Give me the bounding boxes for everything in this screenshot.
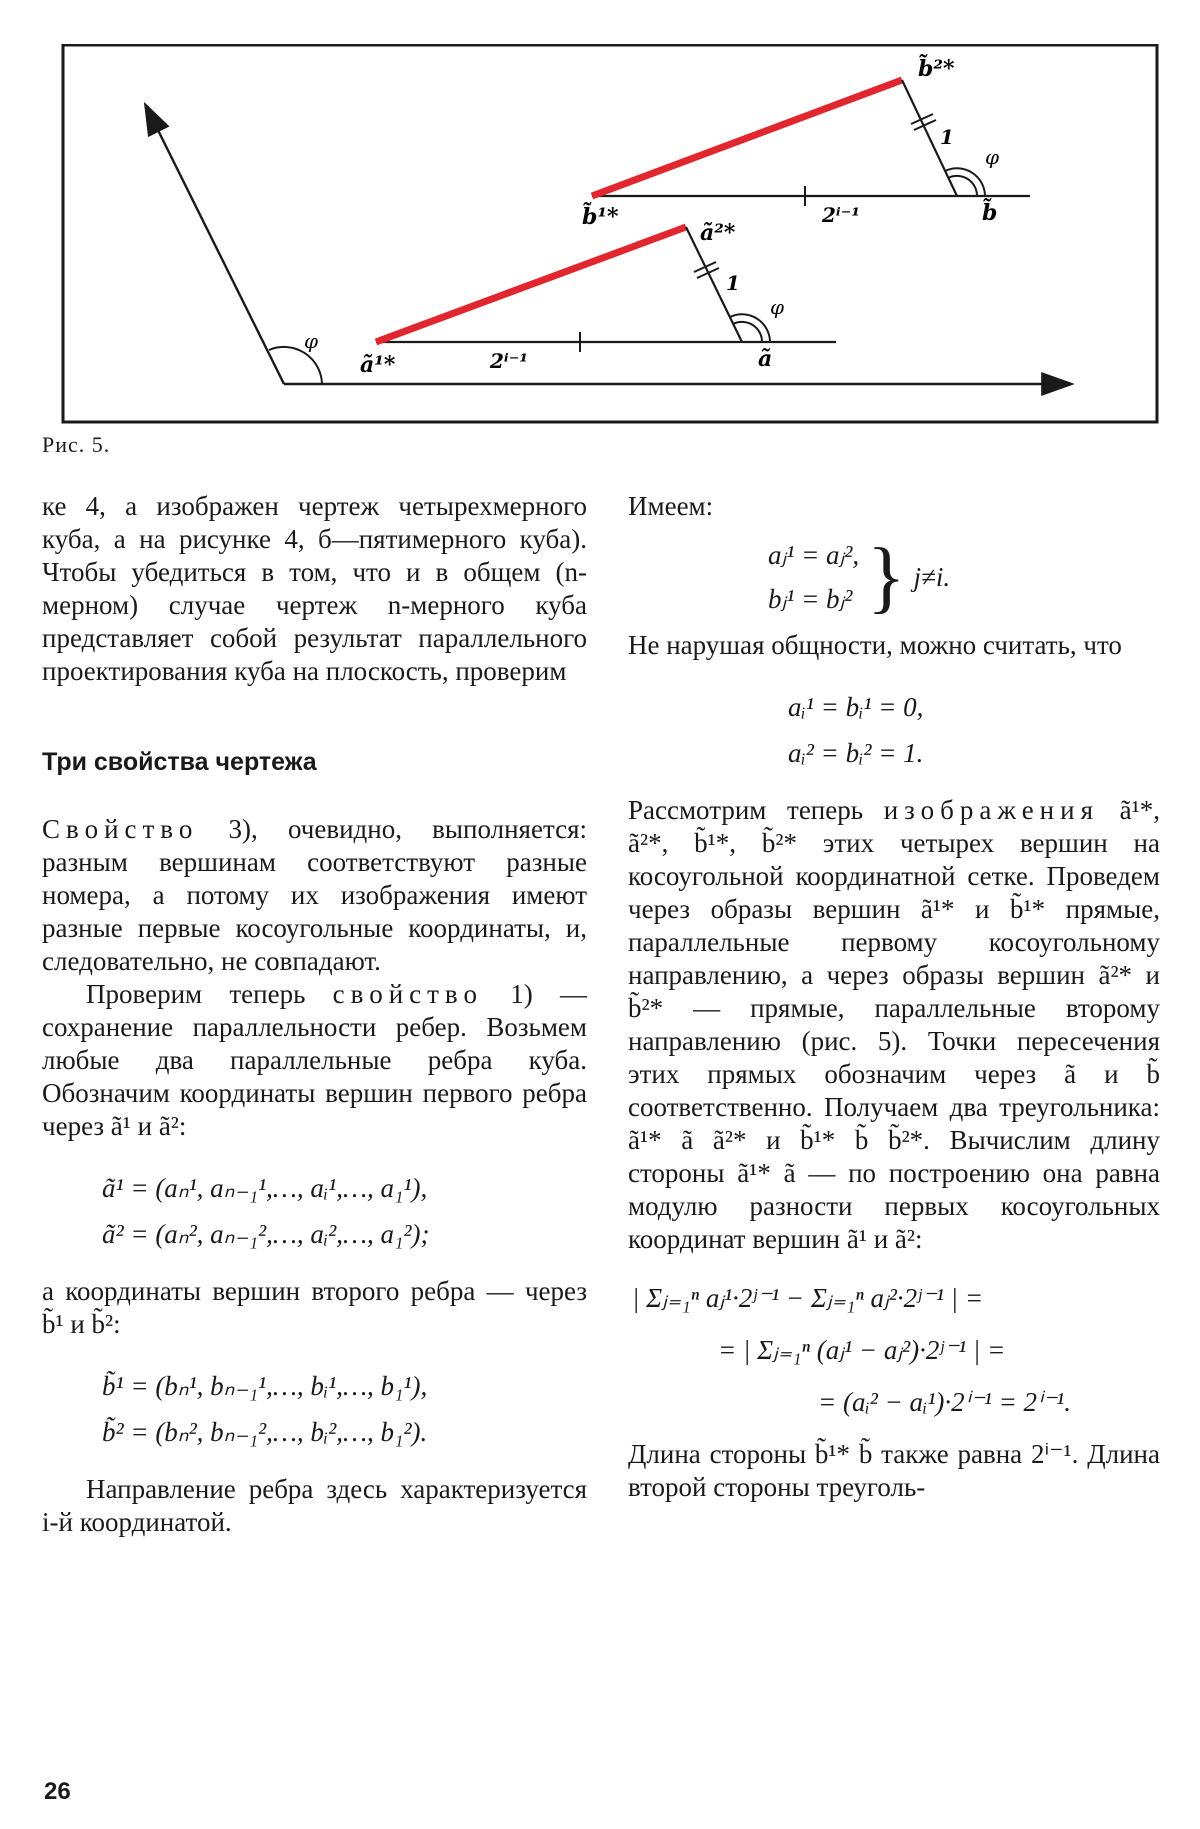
formula-sum [628, 1272, 1160, 1428]
formula-system [768, 533, 1160, 621]
left-paragraph-4: а координаты вершин второго ребра — через b̃¹ и b̃²: [42, 1276, 587, 1339]
figure-skew-coordinates [60, 44, 1160, 426]
page-number: 26 [44, 1778, 71, 1805]
right-paragraph-2: Не нарушая общности, можно считать, что [628, 630, 1122, 660]
left-paragraph-2 [42, 813, 587, 978]
label-b-tilde: b̃ [982, 200, 998, 226]
left-paragraph-3 [42, 978, 587, 1143]
formula-sum-line-1: | Σⱼ₌₁ⁿ aⱼ¹·2ʲ⁻¹ − Σⱼ₌₁ⁿ aⱼ²·2ʲ⁻¹ | = [632, 1283, 984, 1313]
section-heading: Три свойства чертежа [42, 748, 317, 776]
figure-caption: Рис. 5. [42, 432, 111, 457]
left-paragraph-3-a: Проверим теперь [86, 979, 333, 1009]
formula-b2: b̃² = (bₙ², bₙ₋₁²,…, bᵢ²,…, b₁²). [102, 1417, 428, 1447]
formula-condition: j≠i. [913, 561, 951, 592]
label-len-upper: 2ⁱ⁻¹ [822, 203, 861, 227]
spaced-word: изображения [883, 795, 1099, 825]
right-paragraph-3-a: Рассмотрим теперь [628, 795, 884, 825]
right-paragraph-4: Длина стороны b̃¹* b̃ также равна 2ⁱ⁻¹. Длина второй стороны треуголь- [628, 1439, 1160, 1502]
left-column [42, 490, 587, 1539]
left-paragraph-3-b: 1) — сохранение параллельности ребер. Возьмем любые два параллельные ребра куба. Обозначим координаты вершин первого ребра через ã¹ и ã²: [42, 979, 587, 1141]
left-paragraph-1: ке 4, а изображен чертеж четырехмерного куба, а на рисунке 4, б—пятимерного куба). Чтобы убедиться в том, что и в общем (n-мерном) случае чертеж n-мерного куба представляет собой результат параллельного проектирования куба на плоскость, проверим [42, 491, 587, 686]
label-b-star-1: b̃¹* [582, 204, 619, 230]
formula-a1: ã¹ = (aₙ¹, aₙ₋₁¹,…, aᵢ¹,…, a₁¹), [102, 1173, 428, 1203]
left-paragraph-5: Направление ребра здесь характеризуется i-й координатой. [42, 1474, 587, 1537]
spaced-word: Свойство [42, 814, 199, 844]
right-paragraph-3 [628, 794, 1160, 1256]
second-axis-arrow [146, 106, 284, 384]
formula-a2: ã² = (aₙ², aₙ₋₁²,…, aᵢ²,…, a₁²); [102, 1219, 430, 1249]
label-unit-lower: 1 [726, 271, 740, 295]
label-phi-lower: φ [770, 295, 785, 319]
lower-red-segment [376, 227, 686, 342]
label-len-lower: 2ⁱ⁻¹ [490, 349, 529, 373]
label-unit-upper: 1 [940, 125, 954, 149]
formula-sum-line-3: = (aᵢ² − aᵢ¹)·2ⁱ⁻¹ = 2ⁱ⁻¹. [818, 1387, 1071, 1417]
formula-eq3: aᵢ¹ = bᵢ¹ = 0, [788, 692, 924, 722]
label-phi-upper: φ [985, 145, 1000, 169]
formula-values [788, 684, 1160, 776]
upper-red-segment [592, 80, 902, 196]
phi-label-origin: φ [304, 329, 319, 353]
formula-eq1: aⱼ¹ = aⱼ², [768, 540, 860, 570]
right-column [628, 490, 1160, 1504]
label-a-star-2: ã²* [700, 220, 736, 246]
left-paragraph-2-text: 3), очевидно, выполняется: разным вершинам соответствуют разные номера, а потому их изображения имеют разные первые косоугольные координаты, и, следовательно, не совпадают. [42, 814, 587, 976]
formula-eq2: bⱼ¹ = bⱼ² [768, 584, 853, 614]
label-b-star-2: b̃²* [918, 56, 955, 82]
label-a-star-1: ã¹* [360, 352, 396, 378]
formula-a-coordinates [102, 1165, 587, 1257]
formula-eq4: aᵢ² = bᵢ² = 1. [788, 738, 924, 768]
formula-b1: b̃¹ = (bₙ¹, bₙ₋₁¹,…, bᵢ¹,…, b₁¹), [102, 1371, 428, 1401]
spaced-word: свойство [332, 979, 483, 1009]
figure-frame [63, 45, 1157, 422]
right-brace-icon: } [867, 533, 906, 621]
right-paragraph-1: Имеем: [628, 491, 714, 521]
right-paragraph-3-b: ã¹*, ã²*, b̃¹*, b̃²* этих четырех вершин на косоугольной координатной сетке. Проведем через образы вершин ã¹* и b̃¹* прямые, параллельные первому косоугольному направлению, а через образы вершин ã²* и b̃²* — прямые, параллельные второму направлению (рис. 5). Точки пересечения этих прямых обозначим через ã и b̃ соответственно. Получаем два треугольника: ã¹* ã ã²* и b̃¹* b̃ b̃²*. Вычислим длину стороны ã¹* ã — по построению она равна модулю разности первых косоугольных координат вершин ã¹ и ã²: [628, 795, 1160, 1254]
formula-b-coordinates [102, 1363, 587, 1455]
label-a-tilde: ã [758, 346, 773, 372]
formula-sum-line-2: = | Σⱼ₌₁ⁿ (aⱼ¹ − aⱼ²)·2ʲ⁻¹ | = [718, 1335, 1006, 1365]
